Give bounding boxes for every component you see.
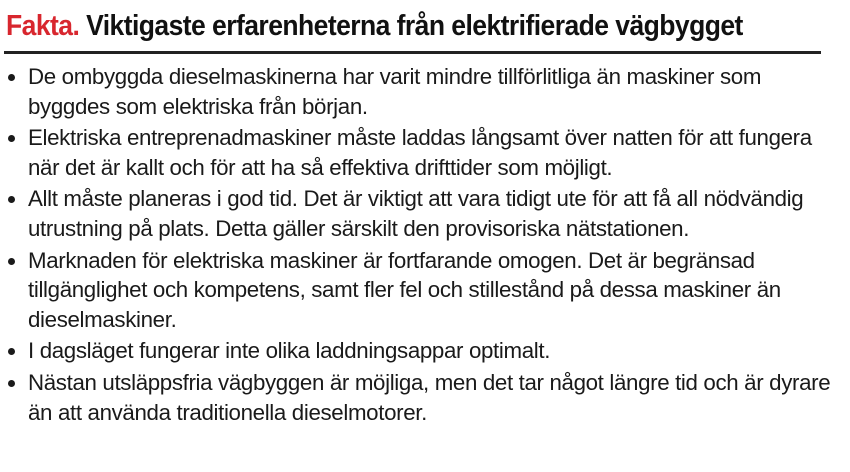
bullet-icon <box>8 135 15 142</box>
list-item-text: I dagsläget fungerar inte olika laddningsappar optimalt. <box>28 338 551 364</box>
list-item <box>0 184 840 243</box>
list-item-text: De ombyggda dieselmaskinerna har varit mindre tillförlitliga än maskiner som byggdes som elektriska från början. <box>28 64 762 119</box>
bullet-icon <box>8 380 15 387</box>
headline-divider <box>4 51 821 54</box>
list-item <box>0 336 840 366</box>
bullet-icon <box>8 348 15 355</box>
fact-box-headline <box>6 6 743 46</box>
list-item <box>0 62 840 121</box>
fact-label: Fakta. <box>6 10 80 42</box>
bullet-icon <box>8 196 15 203</box>
list-item-text: Nästan utsläppsfria vägbyggen är möjliga, men det tar något längre tid och är dyrare än att använda traditionella dieselmotorer. <box>28 369 831 425</box>
fact-title: Viktigaste erfarenheterna från elektrifierade vägbygget <box>86 10 743 42</box>
bullet-icon <box>8 74 15 81</box>
list-item-text: Elektriska entreprenadmaskiner måste laddas långsamt över natten för att fungera när det är kallt och för att ha så effektiva drifttider som möjligt. <box>28 125 812 180</box>
list-item-text: Marknaden för elektriska maskiner är fortfarande omogen. Det är begränsad tillgänglighet och kompetens, samt fler fel och stillestånd på dessa maskiner än dieselmaskiner. <box>28 247 781 332</box>
list-item <box>0 368 840 427</box>
list-item <box>0 246 840 335</box>
list-item <box>0 123 840 182</box>
fact-list <box>0 62 850 429</box>
list-item-text: Allt måste planeras i god tid. Det är viktigt att vara tidigt ute för att få all nödvändig utrustning på plats. Detta gäller särskilt den provisoriska nätstationen. <box>28 186 804 241</box>
bullet-icon <box>8 258 15 265</box>
